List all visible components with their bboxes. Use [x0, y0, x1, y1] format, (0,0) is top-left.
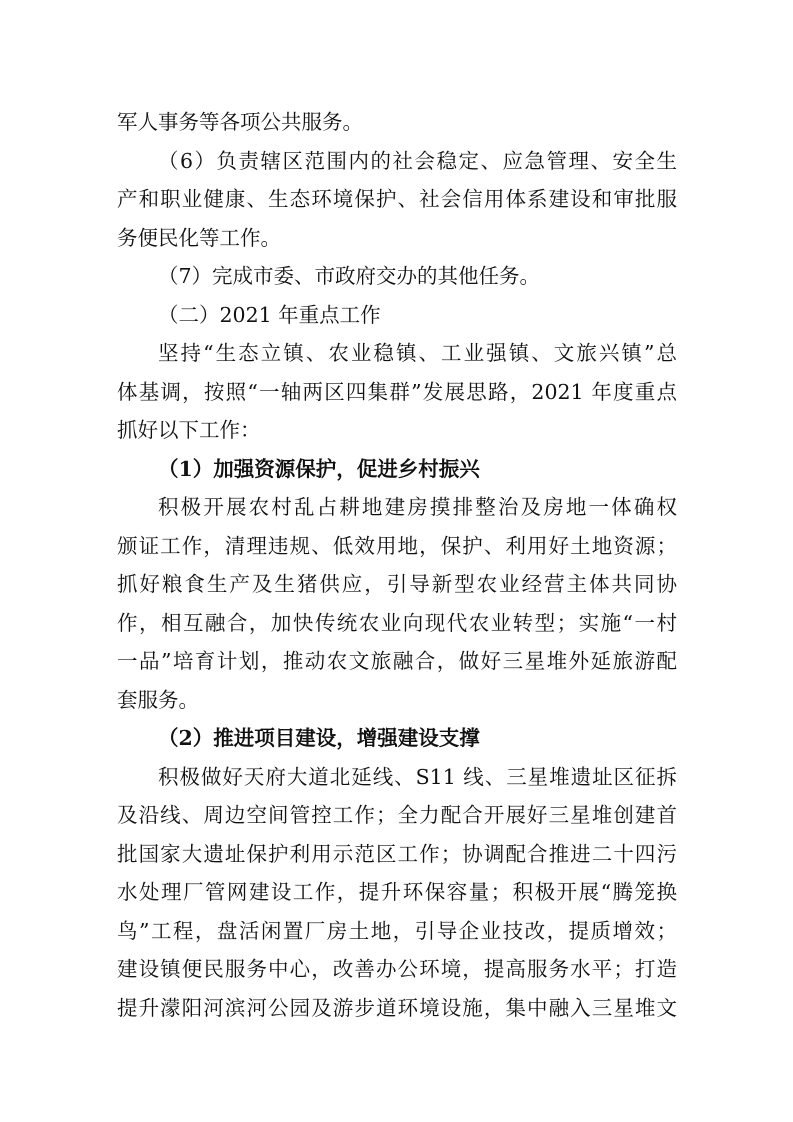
text-line: 军人事务等各项公共服务。 — [117, 110, 363, 134]
text-line: 抓好以下工作： — [117, 418, 261, 442]
subsection-heading: （2）推进项目建设，增强建设支撑 — [158, 726, 480, 750]
text-line: 及沿线、周边空间管控工作；全力配合开展好三星堆创建首 — [117, 803, 677, 827]
text-line: 水处理厂管网建设工作，提升环保容量；积极开展“腾笼换 — [117, 880, 677, 904]
text-line: （6）负责辖区范围内的社会稳定、应急管理、安全生 — [158, 148, 677, 173]
text-line: 套服务。 — [117, 687, 199, 712]
text-line: 颁证工作，清理违规、低效用地，保护、利用好土地资源； — [117, 533, 677, 558]
text-line: （7）完成市委、市政府交办的其他任务。 — [158, 264, 541, 288]
section-heading: （二）2021 年重点工作 — [158, 302, 381, 327]
text-line: 产和职业健康、生态环境保护、社会信用体系建设和审批服 — [117, 187, 677, 211]
text-line: 积极做好天府大道北延线、S11 线、三星堆遗址区征拆 — [158, 764, 677, 789]
text-line: 积极开展农村乱占耕地建房摸排整治及房地一体确权 — [158, 495, 677, 519]
text-line: 抓好粮食生产及生猪供应，引导新型农业经营主体共同协 — [117, 572, 677, 596]
subsection-heading: （1）加强资源保护，促进乡村振兴 — [158, 456, 480, 481]
text-line: 务便民化等工作。 — [117, 225, 281, 250]
text-line: 建设镇便民服务中心，改善办公环境，提高服务水平；打造 — [117, 957, 677, 981]
text-line: 体基调，按照“一轴两区四集群”发展思路，2021 年度重点 — [117, 379, 677, 404]
text-line: 提升濛阳河滨河公园及游步道环境设施，集中融入三星堆文 — [117, 995, 677, 1020]
text-line: 鸟”工程，盘活闲置厂房土地，引导企业技改，提质增效； — [117, 918, 677, 943]
text-line: 坚持“生态立镇、农业稳镇、工业强镇、文旅兴镇”总 — [158, 341, 677, 365]
text-line: 一品”培育计划，推动农文旅融合，做好三星堆外延旅游配 — [117, 649, 677, 673]
text-line: 批国家大遗址保护利用示范区工作；协调配合推进二十四污 — [117, 841, 677, 866]
text-line: 作，相互融合，加快传统农业向现代农业转型；实施“一村 — [117, 610, 677, 635]
